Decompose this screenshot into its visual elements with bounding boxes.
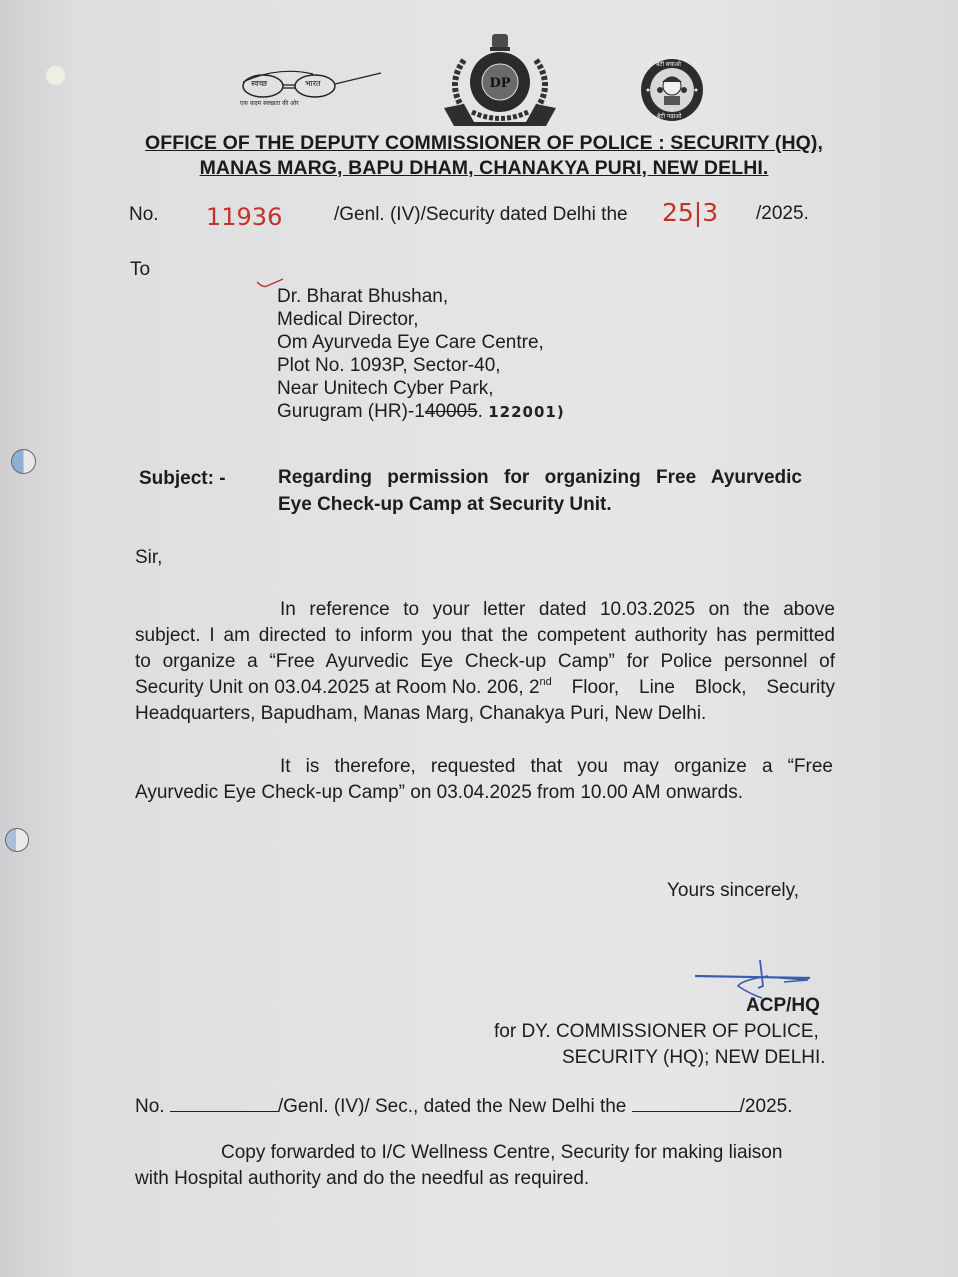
svg-text:DP: DP	[489, 76, 511, 91]
body-p1-line3: to organize a “Free Ayurvedic Eye Check-up Camp” for Police personnel of	[135, 651, 835, 672]
bharat-word: भारत	[305, 79, 321, 88]
struck-pin: 40005	[424, 401, 478, 422]
reference-number-handwritten: 11936	[206, 203, 283, 231]
swachh-tagline: एक कदम स्वच्छता की ओर	[240, 100, 299, 107]
beti-padhao-text: बेटी पढ़ाओ	[657, 113, 682, 120]
pin-handwritten: 122001)	[488, 403, 565, 421]
body-p2-line1: It is therefore, requested that you may organize a “Free	[280, 756, 833, 777]
reference-no-label: No.	[129, 204, 159, 225]
yours-sincerely: Yours sincerely,	[667, 880, 800, 901]
copy-forwarded-line1: Copy forwarded to I/C Wellness Centre, Security for making liaison	[221, 1142, 783, 1163]
body-p2-line2: Ayurvedic Eye Check-up Camp” on 03.04.2025 from 10.00 AM onwards.	[135, 782, 743, 803]
punch-hole-top	[46, 66, 65, 85]
office-line: SECURITY (HQ); NEW DELHI.	[562, 1047, 826, 1068]
recipient-org: Om Ayurveda Eye Care Centre,	[277, 332, 544, 353]
body-p1-line4-b: Floor, Line Block, Security	[551, 677, 835, 698]
city-prefix: Gurugram (HR)-1	[277, 401, 425, 422]
subject-label: Subject: -	[139, 468, 226, 489]
reference-date-handwritten: 25|3	[662, 198, 719, 227]
punch-hole-bottom	[5, 828, 29, 852]
copy-middle: /Genl. (IV)/ Sec., dated the New Delhi the	[277, 1096, 627, 1117]
subject-line2: Eye Check-up Camp at Security Unit.	[278, 494, 612, 515]
subject-line1: Regarding permission for organizing Free Ayurvedic	[278, 467, 802, 488]
recipient-landmark: Near Unitech Cyber Park,	[277, 378, 494, 399]
delhi-police-emblem	[434, 30, 566, 130]
for-line: for DY. COMMISSIONER OF POLICE,	[494, 1021, 819, 1042]
copy-date-blank[interactable]	[632, 1111, 740, 1112]
body-p1-line4-sup: nd	[539, 676, 552, 688]
copy-year: /2025.	[739, 1096, 793, 1117]
recipient-title: Medical Director,	[277, 309, 419, 330]
body-p1-line1: In reference to your letter dated 10.03.2025 on the above	[280, 599, 835, 620]
office-title-line1: OFFICE OF THE DEPUTY COMMISSIONER OF POLICE : SECURITY (HQ),	[144, 132, 824, 154]
salutation: Sir,	[135, 547, 163, 568]
punch-hole-middle	[11, 449, 36, 474]
recipient-name: Dr. Bharat Bhushan,	[277, 286, 449, 307]
swachh-word: स्वच्छ	[251, 79, 268, 88]
recipient-address	[277, 285, 565, 424]
body-p1-line4	[135, 677, 835, 699]
designation: ACP/HQ	[746, 995, 820, 1016]
copy-line-ref	[135, 1096, 792, 1118]
recipient-plot: Plot No. 1093P, Sector-40,	[277, 355, 501, 376]
reference-year: /2025.	[756, 203, 809, 224]
body-p1-line4-a: Security Unit on 03.04.2025 at Room No. 206, 2	[135, 677, 540, 698]
copy-no-label: No.	[135, 1096, 165, 1117]
beti-bachao-logo	[640, 58, 704, 122]
to-label: To	[130, 259, 151, 280]
swachh-bharat-logo	[238, 68, 383, 110]
beti-bachao-text: बेटी बचाओ	[656, 61, 681, 68]
copy-number-blank[interactable]	[170, 1111, 278, 1112]
body-p1-line5: Headquarters, Bapudham, Manas Marg, Chanakya Puri, New Delhi.	[135, 703, 707, 724]
office-title-line2: MANAS MARG, BAPU DHAM, CHANAKYA PURI, NEW DELHI.	[199, 157, 769, 179]
police-emblem-icon	[434, 30, 566, 130]
recipient-city	[277, 400, 565, 424]
reference-middle: /Genl. (IV)/Security dated Delhi the	[334, 204, 628, 225]
city-dot: .	[477, 401, 483, 422]
copy-forwarded-line2: with Hospital authority and do the needful as required.	[135, 1168, 590, 1189]
body-p1-line2: subject. I am directed to inform you that the competent authority has permitted	[135, 625, 835, 646]
